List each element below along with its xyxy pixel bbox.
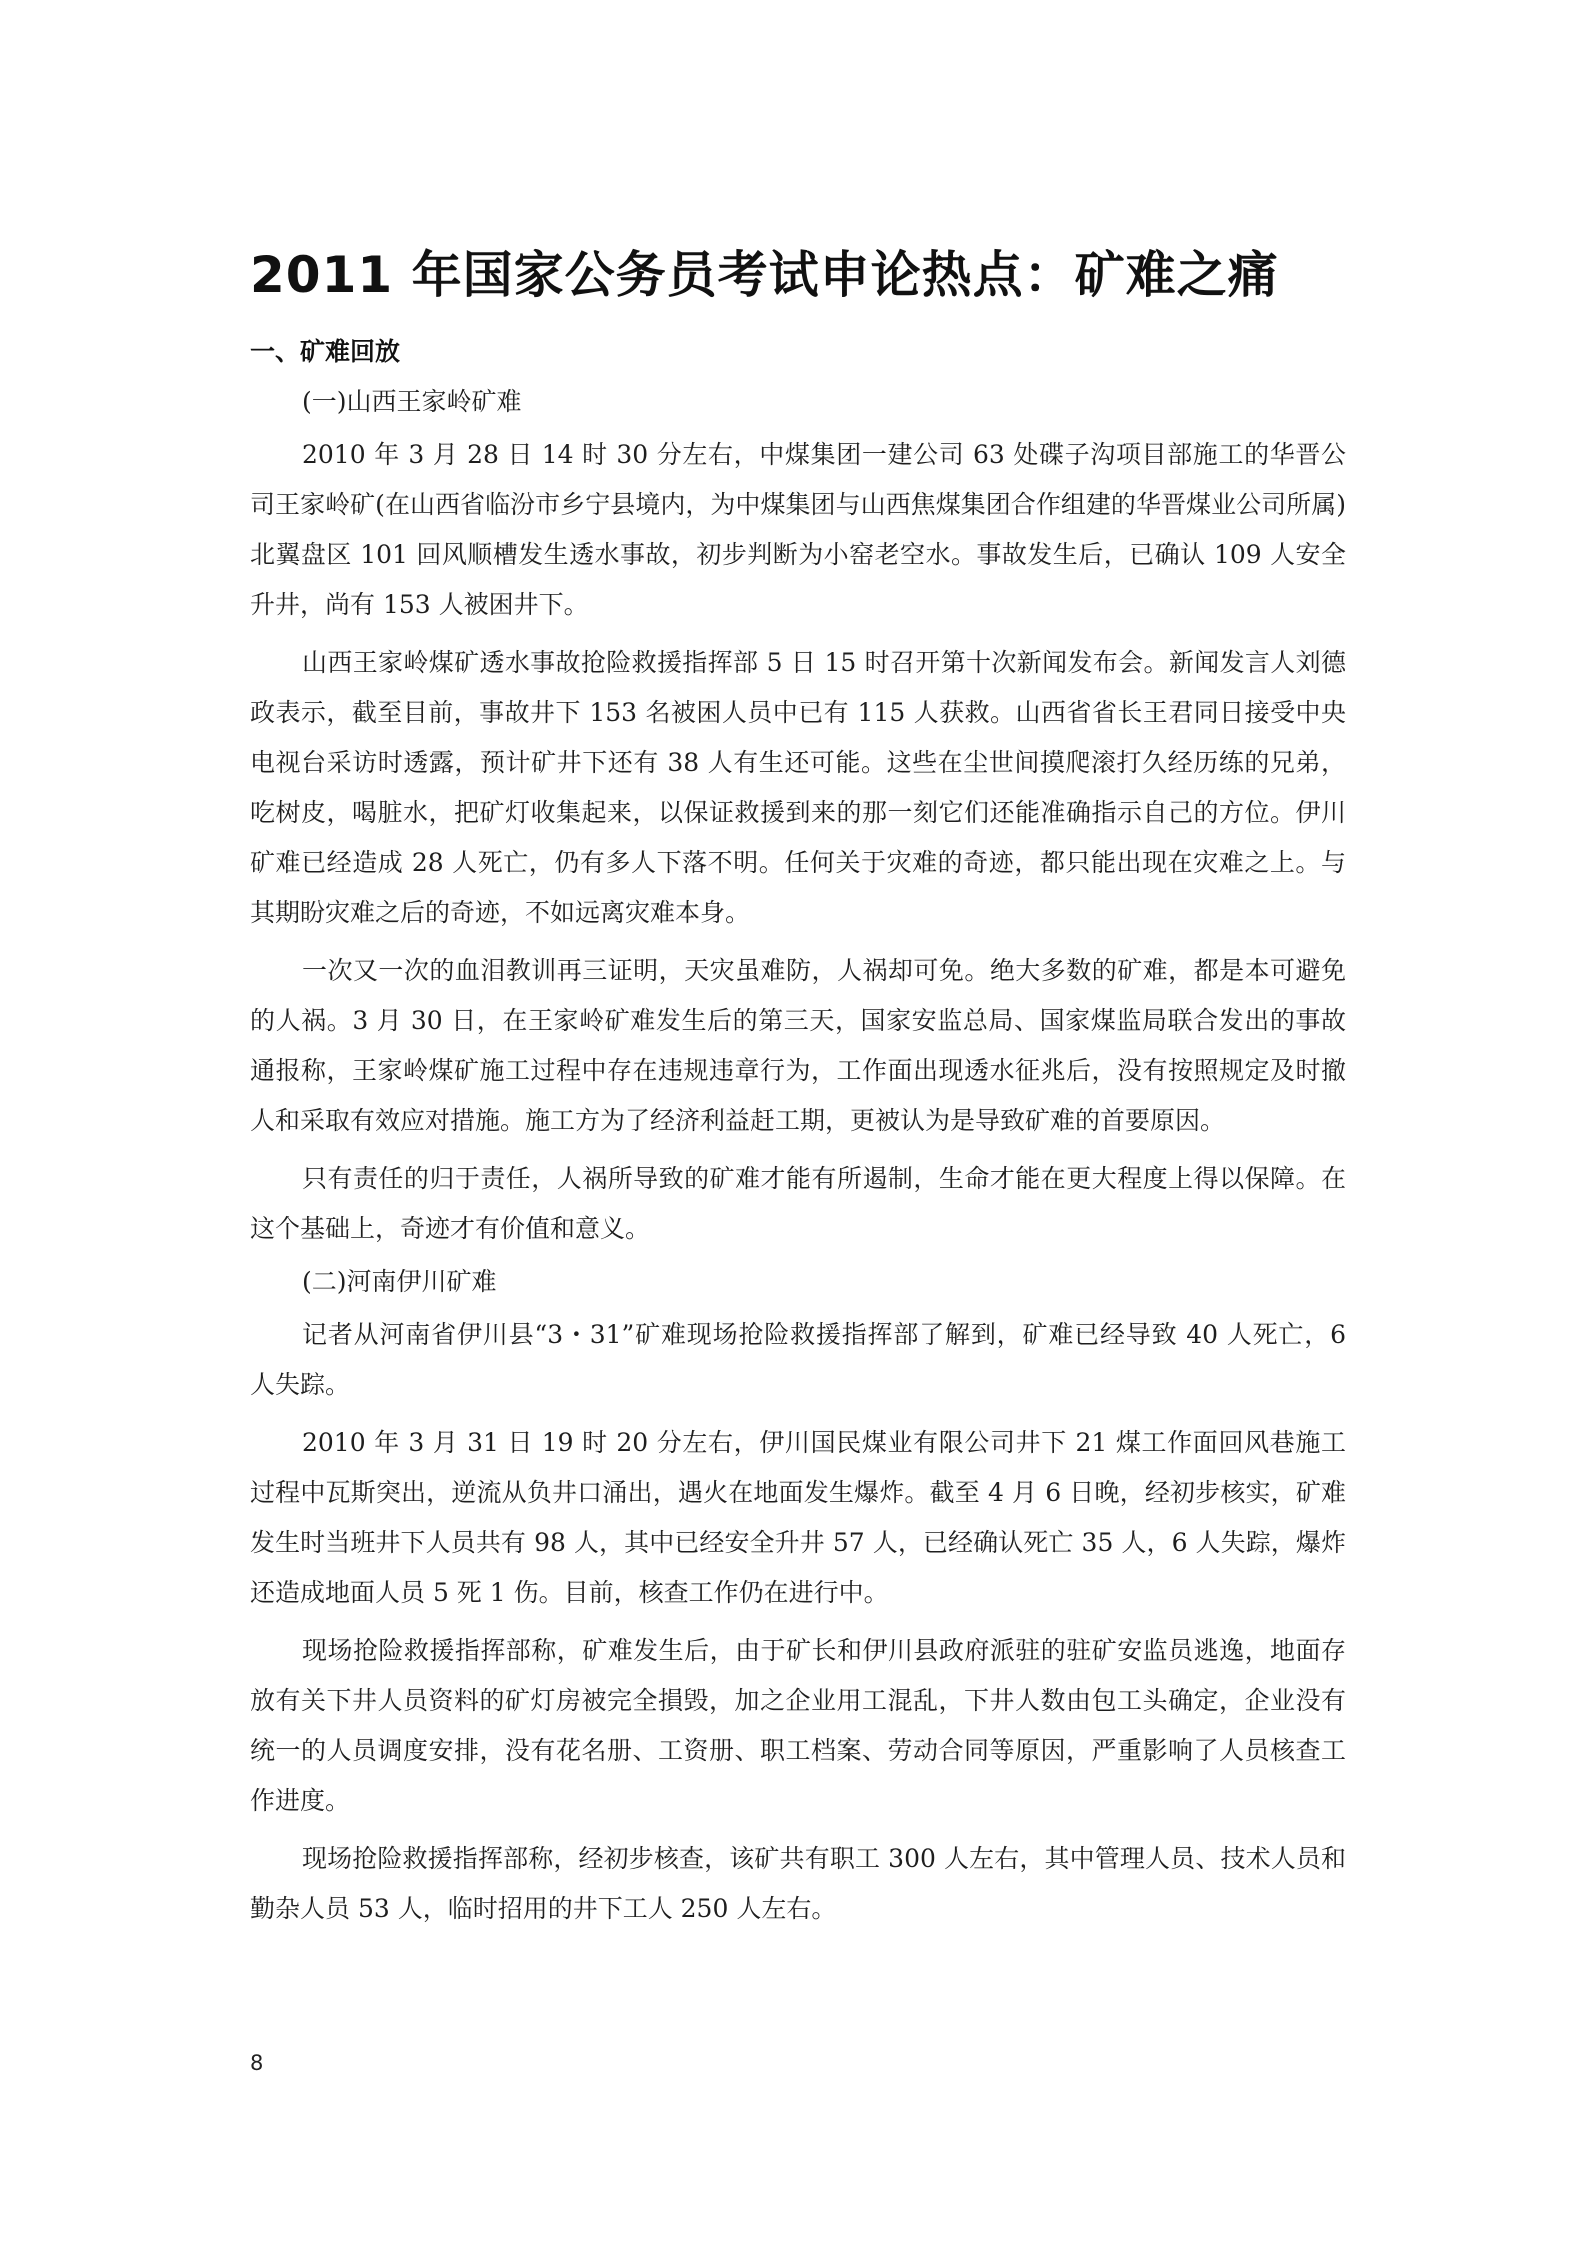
subsection-heading-shanxi: (一)山西王家岭矿难 — [302, 387, 522, 416]
paragraph: 一次又一次的血泪教训再三证明，天灾虽难防，人祸却可免。绝大多数的矿难，都是本可避免的人祸。3 月 30 日，在王家岭矿难发生后的第三天，国家安监总局、国家煤监局联合发出的事故通报称，王家岭煤矿施工过程中存在违规违章行为，工作面出现透水征兆后，没有按照规定及时撤人和采取有效应对措施。施工方为了经济利益赶工期，更被认为是导致矿难的首要原因。 — [250, 956, 1346, 1135]
page-content — [250, 240, 1346, 1942]
paragraph: 山西王家岭煤矿透水事故抢险救援指挥部 5 日 15 时召开第十次新闻发布会。新闻发言人刘德政表示，截至目前，事故井下 153 名被困人员中已有 115 人获救。山西省省长王君同日接受中央电视台采访时透露，预计矿井下还有 38 人有生还可能。这些在尘世间摸爬滚打久经历练的兄弟，吃树皮，喝脏水，把矿灯收集起来，以保证救援到来的那一刻它们还能准确指示自己的方位。伊川矿难已经造成 28 人死亡，仍有多人下落不明。任何关于灾难的奇迹，都只能出现在灾难之上。与其期盼灾难之后的奇迹，不如远离灾难本身。 — [250, 648, 1346, 927]
paragraph: 记者从河南省伊川县“3・31”矿难现场抢险救援指挥部了解到，矿难已经导致 40 人死亡，6 人失踪。 — [250, 1320, 1346, 1399]
page-number: 8 — [250, 2051, 264, 2075]
paragraph: 只有责任的归于责任，人祸所导致的矿难才能有所遏制，生命才能在更大程度上得以保障。在这个基础上，奇迹才有价值和意义。 — [250, 1164, 1346, 1243]
paragraph: 2010 年 3 月 28 日 14 时 30 分左右，中煤集团一建公司 63 处碟子沟项目部施工的华晋公司王家岭矿(在山西省临汾市乡宁县境内，为中煤集团与山西焦煤集团合作组建的华晋煤业公司所属)北翼盘区 101 回风顺槽发生透水事故，初步判断为小窑老空水。事故发生后，已确认 109 人安全升井，尚有 153 人被困井下。 — [250, 440, 1346, 619]
paragraph: 现场抢险救援指挥部称，经初步核查，该矿共有职工 300 人左右，其中管理人员、技术人员和勤杂人员 53 人，临时招用的井下工人 250 人左右。 — [250, 1844, 1346, 1923]
paragraph: 现场抢险救援指挥部称，矿难发生后，由于矿长和伊川县政府派驻的驻矿安监员逃逸，地面存放有关下井人员资料的矿灯房被完全損毁，加之企业用工混乱，下井人数由包工头确定，企业没有统一的人员调度安排，没有花名册、工资册、职工档案、劳动合同等原因，严重影响了人员核查工作进度。 — [250, 1636, 1346, 1815]
document-title: 2011 年国家公务员考试申论热点：矿难之痛 — [250, 246, 1279, 304]
subsection-heading-henan: (二)河南伊川矿难 — [302, 1267, 497, 1296]
paragraph: 2010 年 3 月 31 日 19 时 20 分左右，伊川国民煤业有限公司井下 21 煤工作面回风巷施工过程中瓦斯突出，逆流从负井口涌出，遇火在地面发生爆炸。截至 4 月 6 日晚，经初步核实，矿难发生时当班井下人员共有 98 人，其中已经安全升井 57 人，已经确认死亡 35 人，6 人失踪，爆炸还造成地面人员 5 死 1 伤。目前，核查工作仍在进行中。 — [250, 1428, 1346, 1607]
section-heading: 一、矿难回放 — [250, 337, 401, 366]
